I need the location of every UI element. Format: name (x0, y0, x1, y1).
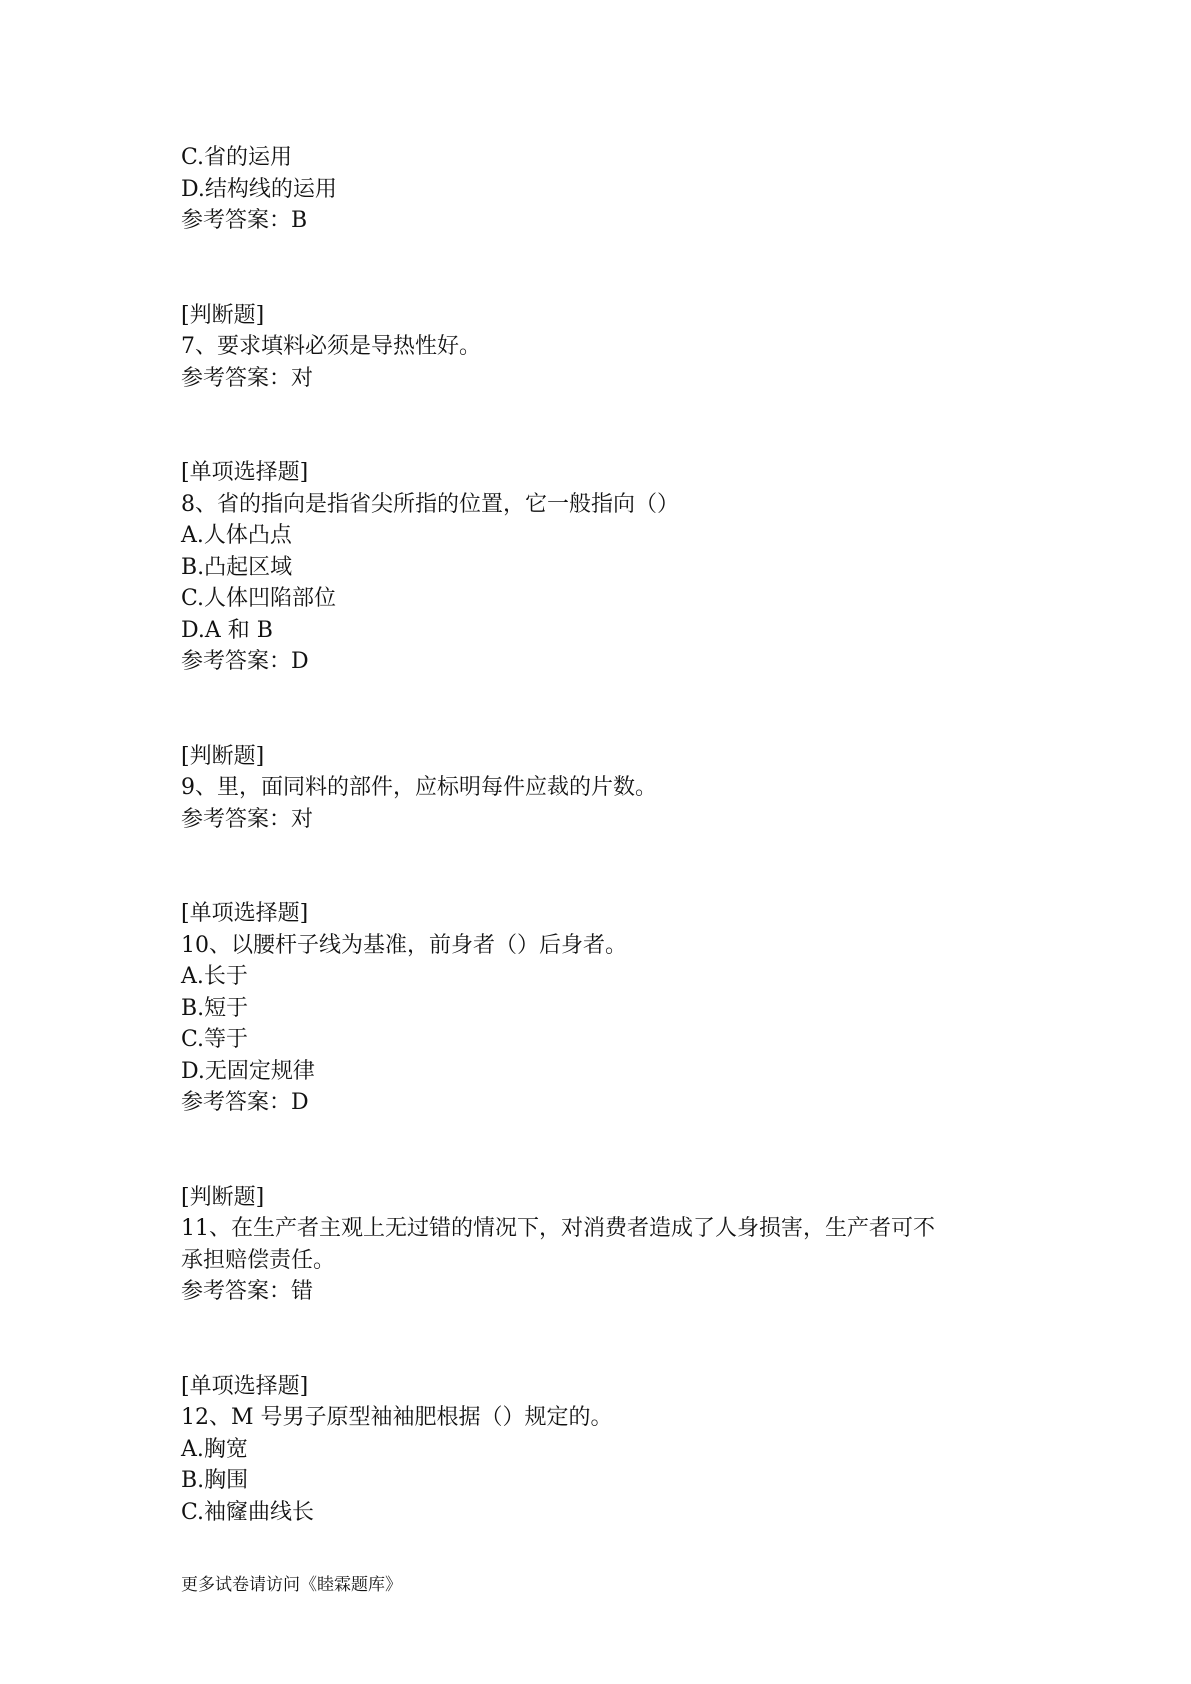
option-b: B.短于 (181, 995, 249, 1021)
question-text: 11、在生产者主观上无过错的情况下，对消费者造成了人身损害，生产者可不 (181, 1216, 935, 1241)
page-footer: 更多试卷请访问《睦霖题库》 (181, 1575, 402, 1595)
spacer (181, 678, 1041, 741)
option-b: B.凸起区域 (181, 554, 293, 580)
option-c: C.等于 (181, 1027, 249, 1052)
question-text: 8、省的指向是指省尖所指的位置，它一般指向（） (181, 491, 679, 517)
answer: 参考答案：对 (181, 806, 314, 832)
question-type: [判断题] (181, 302, 265, 328)
answer: 参考答案：D (181, 649, 309, 674)
option-a: A.胸宽 (181, 1436, 248, 1462)
option-c: C.袖窿曲线长 (181, 1499, 315, 1525)
document-body (181, 142, 1041, 1528)
question-text: 12、M 号男子原型袖袖肥根据（）规定的。 (181, 1405, 613, 1430)
question-text-continued: 承担赔偿责任。 (181, 1247, 336, 1273)
option-d: D.A 和 B (181, 617, 273, 643)
option-d: D.结构线的运用 (181, 176, 337, 202)
option-c: C.人体凹陷部位 (181, 586, 337, 611)
question-text: 9、里，面同料的部件，应标明每件应裁的片数。 (181, 775, 657, 800)
spacer (181, 1308, 1041, 1371)
option-a: A.长于 (181, 964, 248, 989)
question-type: [判断题] (181, 1184, 265, 1210)
option-d: D.无固定规律 (181, 1058, 315, 1084)
spacer (181, 394, 1041, 457)
option-a: A.人体凸点 (181, 523, 292, 548)
spacer (181, 237, 1041, 300)
answer: 参考答案：D (181, 1090, 309, 1115)
question-type: [判断题] (181, 743, 265, 769)
question-type: [单项选择题] (181, 1373, 309, 1399)
option-c: C.省的运用 (181, 145, 293, 170)
answer: 参考答案：B (181, 208, 308, 233)
question-type: [单项选择题] (181, 901, 309, 926)
spacer (181, 1119, 1041, 1182)
answer: 参考答案：错 (181, 1279, 314, 1304)
question-type: [单项选择题] (181, 460, 309, 485)
answer: 参考答案：对 (181, 365, 314, 391)
question-text: 7、要求填料必须是导热性好。 (181, 334, 481, 359)
question-text: 10、以腰杆子线为基准，前身者（）后身者。 (181, 932, 627, 958)
option-b: B.胸围 (181, 1468, 249, 1493)
spacer (181, 835, 1041, 898)
